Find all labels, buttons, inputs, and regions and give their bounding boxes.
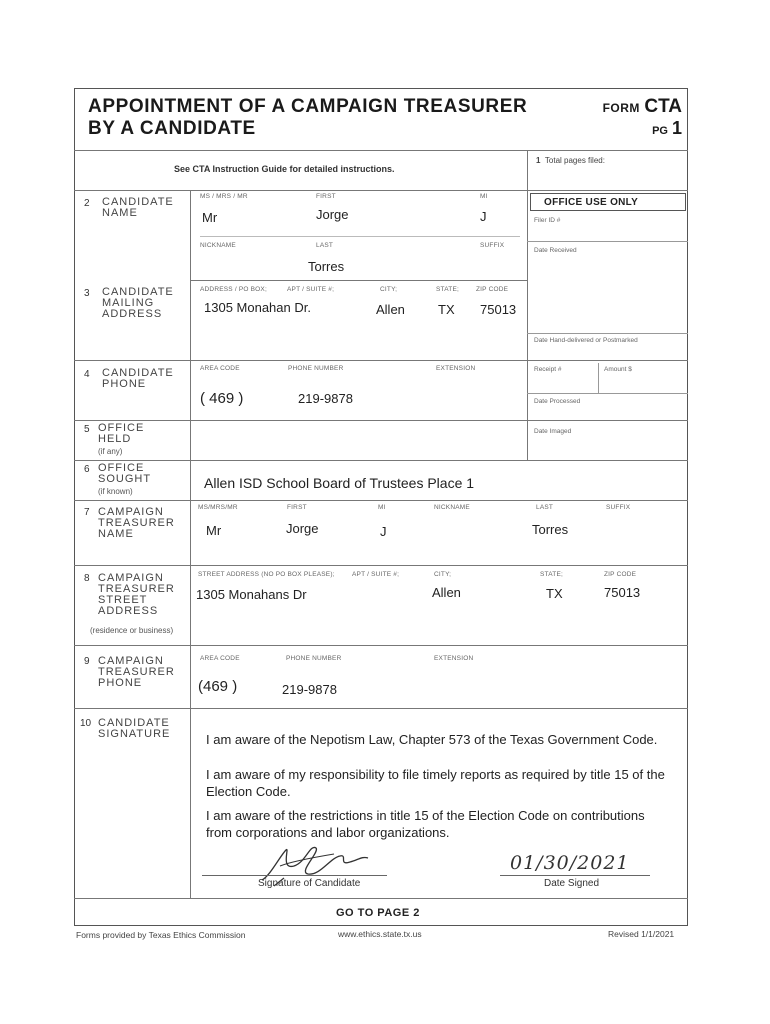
filer-id-label: Filer ID # xyxy=(534,217,561,224)
statement-contributions: I am aware of the restrictions in title 15 of the Election Code on contributions from corporations and labor organizations. xyxy=(206,808,645,840)
date-line xyxy=(500,875,650,876)
title-line-1: APPOINTMENT OF A CAMPAIGN TREASURER xyxy=(88,96,528,117)
candidate-city: Allen xyxy=(376,302,405,317)
name-dotted-line xyxy=(200,236,520,237)
total-pages-number: 1 xyxy=(536,156,541,165)
candidate-first: Jorge xyxy=(316,207,349,222)
amount-label: Amount $ xyxy=(604,366,632,373)
row-divider xyxy=(74,460,688,461)
section-8-label: CAMPAIGN TREASURER STREET ADDRESS xyxy=(98,572,175,617)
treasurer-first: Jorge xyxy=(286,521,319,536)
row-divider xyxy=(74,360,688,361)
section-8-sub: (residence or business) xyxy=(90,626,174,635)
title-line-2: BY A CANDIDATE xyxy=(88,118,256,139)
go-to-page-2: GO TO PAGE 2 xyxy=(336,907,420,919)
section-2-label: CANDIDATE NAME xyxy=(102,196,174,219)
zip-label: ZIP CODE xyxy=(476,286,509,293)
office-divider xyxy=(527,333,688,334)
form-prefix: FORM xyxy=(602,101,640,115)
section-2-number: 2 xyxy=(84,198,90,209)
treasurer-street-label: STREET ADDRESS (NO PO BOX PLEASE); xyxy=(198,571,335,578)
treasurer-nickname-label: NICKNAME xyxy=(434,504,470,511)
row-divider xyxy=(74,500,688,501)
row-divider xyxy=(74,190,688,191)
candidate-mi-label: MI xyxy=(480,193,488,200)
treasurer-zip: 75013 xyxy=(604,585,641,600)
date-imaged-label: Date Imaged xyxy=(534,428,572,435)
treasurer-last: Torres xyxy=(532,522,569,537)
treasurer-phone-number: 219-9878 xyxy=(282,682,337,697)
office-divider xyxy=(527,241,688,242)
treasurer-phone-label: PHONE NUMBER xyxy=(286,655,342,662)
section-5-number: 5 xyxy=(84,424,90,435)
date-signed-label: Date Signed xyxy=(544,878,600,889)
candidate-last: Torres xyxy=(308,259,345,274)
total-pages xyxy=(536,156,605,165)
section-5-sub: (if any) xyxy=(98,447,123,456)
treasurer-area-code: (469 ) xyxy=(198,678,238,695)
section-3-number: 3 xyxy=(84,288,90,299)
receipt-divider xyxy=(598,363,599,393)
row-divider xyxy=(74,645,688,646)
section-6-sub: (if known) xyxy=(98,487,133,496)
treasurer-last-label: LAST xyxy=(536,504,554,511)
candidate-zip: 75013 xyxy=(480,302,517,317)
treasurer-suffix-label: SUFFIX xyxy=(606,504,631,511)
candidate-title: Mr xyxy=(202,210,218,225)
treasurer-extension-label: EXTENSION xyxy=(434,655,474,662)
footer-website: www.ethics.state.tx.us xyxy=(338,929,422,939)
treasurer-city: Allen xyxy=(432,585,461,600)
page-prefix: PG xyxy=(652,125,668,137)
treasurer-zip-label: ZIP CODE xyxy=(604,571,637,578)
signature-label: Signature of Candidate xyxy=(258,878,361,889)
section-9-number: 9 xyxy=(84,656,90,667)
candidate-state: TX xyxy=(438,302,455,317)
statement-nepotism: I am aware of the Nepotism Law, Chapter 573 of the Texas Government Code. xyxy=(206,732,658,747)
date-signed-value: 01/30/2021 xyxy=(510,852,630,874)
treasurer-state-label: STATE; xyxy=(540,571,563,578)
candidate-title-label: MS / MRS / MR xyxy=(200,193,248,200)
section-6-label: OFFICE SOUGHT xyxy=(98,462,152,485)
date-hand-delivered-label: Date Hand-delivered or Postmarked xyxy=(534,337,638,344)
row-divider xyxy=(74,420,688,421)
candidate-phone-number: 219-9878 xyxy=(298,391,353,406)
section-7-number: 7 xyxy=(84,507,90,518)
treasurer-mi: J xyxy=(380,524,387,539)
row-divider xyxy=(74,565,688,566)
candidate-nickname-label: NICKNAME xyxy=(200,242,236,249)
section-9-label: CAMPAIGN TREASURER PHONE xyxy=(98,655,175,689)
office-use-title: OFFICE USE ONLY xyxy=(544,197,639,208)
statement-reports: I am aware of my responsibility to file timely reports as required by title 15 of the Election Code. xyxy=(206,767,665,799)
page-number: 1 xyxy=(671,118,682,138)
treasurer-first-label: FIRST xyxy=(287,504,307,511)
address-label: ADDRESS / PO BOX; xyxy=(200,286,267,293)
row-divider xyxy=(74,898,688,899)
receipt-label: Receipt # xyxy=(534,366,562,373)
footer-revised: Revised 1/1/2021 xyxy=(608,929,675,939)
treasurer-title: Mr xyxy=(206,523,222,538)
candidate-address: 1305 Monahan Dr. xyxy=(204,300,311,315)
candidate-last-label: LAST xyxy=(316,242,334,249)
header-divider xyxy=(74,150,688,151)
section-6-number: 6 xyxy=(84,464,90,475)
treasurer-title-label: MS/MRS/MR xyxy=(198,504,238,511)
treasurer-street: 1305 Monahans Dr xyxy=(196,587,307,602)
treasurer-state: TX xyxy=(546,586,563,601)
office-sought-value: Allen ISD School Board of Trustees Place 1 xyxy=(204,475,475,491)
treasurer-area-code-label: AREA CODE xyxy=(200,655,240,662)
section-3-label: CANDIDATE MAILING ADDRESS xyxy=(102,286,174,320)
section-4-number: 4 xyxy=(84,369,90,380)
treasurer-apt-label: APT / SUITE #; xyxy=(352,571,400,578)
section-10-number: 10 xyxy=(80,718,92,729)
date-received-label: Date Received xyxy=(534,247,577,254)
candidate-first-label: FIRST xyxy=(316,193,336,200)
section-10-label: CANDIDATE SIGNATURE xyxy=(98,717,171,740)
section-4-label: CANDIDATE PHONE xyxy=(102,367,174,390)
signature-line xyxy=(202,875,387,876)
total-pages-label: Total pages filed: xyxy=(544,156,605,165)
phone-number-label: PHONE NUMBER xyxy=(288,365,344,372)
row-divider xyxy=(74,708,688,709)
form-code-value: CTA xyxy=(644,96,682,117)
date-processed-label: Date Processed xyxy=(534,398,581,405)
pages-divider xyxy=(527,150,528,190)
candidate-mi: J xyxy=(480,209,487,224)
section-8-number: 8 xyxy=(84,573,90,584)
section-7-label: CAMPAIGN TREASURER NAME xyxy=(98,506,175,540)
instructions-note: See CTA Instruction Guide for detailed instructions. xyxy=(174,164,395,174)
state-label: STATE; xyxy=(436,286,459,293)
treasurer-mi-label: MI xyxy=(378,504,386,511)
office-divider xyxy=(527,393,688,394)
extension-label: EXTENSION xyxy=(436,365,476,372)
footer-provider: Forms provided by Texas Ethics Commission xyxy=(76,930,246,940)
treasurer-city-label: CITY; xyxy=(434,571,452,578)
section-5-label: OFFICE HELD xyxy=(98,422,145,445)
area-code-label: AREA CODE xyxy=(200,365,240,372)
row-divider xyxy=(190,280,527,281)
candidate-suffix-label: SUFFIX xyxy=(480,242,505,249)
label-column-divider xyxy=(190,190,191,898)
city-label: CITY; xyxy=(380,286,398,293)
candidate-area-code: ( 469 ) xyxy=(200,390,244,407)
apt-label: APT / SUITE #; xyxy=(287,286,335,293)
